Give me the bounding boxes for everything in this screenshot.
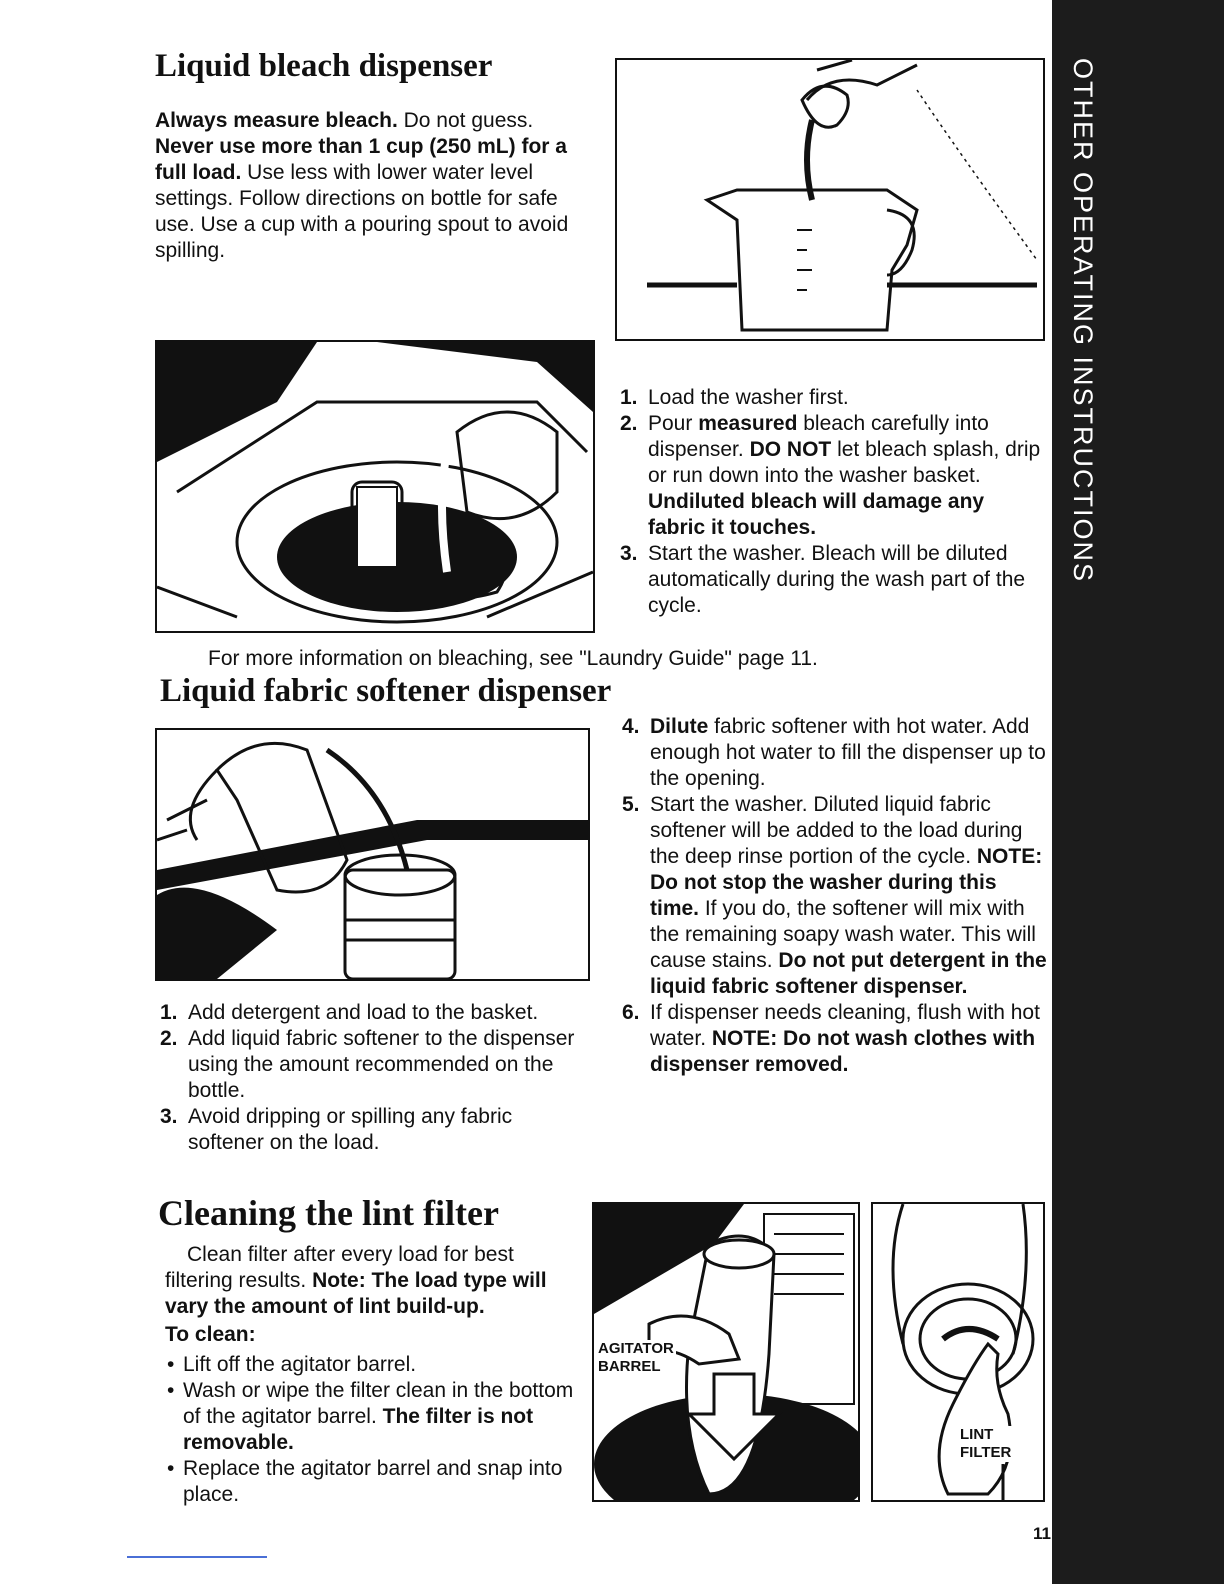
bleach-dispenser-illustration xyxy=(155,340,595,633)
measuring-cup-pour-illustration xyxy=(615,58,1045,341)
emphasis-text: DO NOT xyxy=(749,438,832,461)
bleach-intro xyxy=(155,108,575,264)
list-item: 5. Start the washer. Diluted liquid fabric softener will be added to the load during the deep rinse portion of the cycle. NOTE: Do not stop the washer during this time. If you do, the softener will mix with the remaining soapy wash water. This will cause stains. Do not put detergent in the liquid fabric softener dispenser. xyxy=(622,793,1047,998)
lint-bullets xyxy=(165,1352,585,1508)
emphasis-text: NOTE: Do not wash clothes with dispenser removed. xyxy=(650,1027,1036,1076)
body-text: Avoid dripping or spilling any fabric softener on the load. xyxy=(188,1105,513,1154)
body-text: If you do, the softener will mix with the remaining soapy wash water. This will cause stains. xyxy=(650,897,1036,972)
bleach-heading: Liquid bleach dispenser xyxy=(155,48,493,84)
softener-steps-right xyxy=(622,714,1047,1078)
agitator-barrel-illustration xyxy=(592,1202,860,1502)
body-text: fabric softener with hot water. Add enough hot water to fill the dispenser up to the opening. xyxy=(650,715,1046,790)
list-item: 4. Dilute fabric softener with hot water. Add enough hot water to fill the dispenser up to the opening. xyxy=(622,715,1046,790)
lint-filter-illustration xyxy=(871,1202,1045,1502)
emphasis-text: Note: The load type will vary the amount of lint build-up. xyxy=(165,1269,547,1318)
lint-filter-callout: LINT FILTER xyxy=(958,1426,1043,1462)
softener-heading: Liquid fabric softener dispenser xyxy=(160,673,612,709)
bleach-more-info: For more information on bleaching, see "Laundry Guide" page 11. xyxy=(208,647,818,670)
body-text: Clean filter after every load for best filtering results. xyxy=(165,1243,514,1292)
softener-steps-left xyxy=(160,1000,585,1156)
lint-intro xyxy=(165,1242,585,1320)
emphasis-text: Always measure bleach. xyxy=(155,109,398,132)
list-item: 2. Add liquid fabric softener to the dispenser using the amount recommended on the bottle. xyxy=(160,1027,575,1102)
softener-dispenser-illustration xyxy=(155,728,590,981)
emphasis-text: Never use more than 1 cup (250 mL) for a full load. xyxy=(155,135,567,184)
body-text: Start the washer. Diluted liquid fabric softener will be added to the load during the deep rinse portion of the cycle. xyxy=(650,793,1023,868)
list-item: 1. Add detergent and load to the basket. xyxy=(160,1001,539,1024)
list-item: 6. If dispenser needs cleaning, flush with hot water. NOTE: Do not wash clothes with dispenser removed. xyxy=(622,1001,1040,1076)
body-text: Add detergent and load to the basket. xyxy=(188,1001,539,1024)
emphasis-text: NOTE: Do not stop the washer during this time. xyxy=(650,845,1043,920)
body-text: Use less with lower water level settings. Follow directions on bottle for safe use. Use a cup with a pouring spout to avoid spilling. xyxy=(155,161,569,262)
body-text: bleach carefully into dispenser. xyxy=(648,412,989,461)
list-item: 3. Avoid dripping or spilling any fabric softener on the load. xyxy=(160,1105,513,1154)
emphasis-text: The filter is not removable. xyxy=(183,1405,534,1454)
list-item xyxy=(165,1456,585,1508)
body-text: Wash or wipe the filter clean in the bottom of the agitator barrel. xyxy=(183,1379,574,1428)
body-text: Lift off the agitator barrel. xyxy=(183,1353,417,1376)
list-item: 2. Pour measured bleach carefully into dispenser. DO NOT let bleach splash, drip or run down into the washer basket. Undiluted bleach will damage any fabric it touches. xyxy=(620,412,1041,539)
list-item xyxy=(165,1378,585,1456)
body-text: If dispenser needs cleaning, flush with hot water. xyxy=(650,1001,1040,1050)
section-sidebar-label: OTHER OPERATING INSTRUCTIONS xyxy=(1068,58,1098,584)
body-text: Add liquid fabric softener to the dispenser using the amount recommended on the bottle. xyxy=(188,1027,575,1102)
body-text: Do not guess. xyxy=(397,109,534,132)
lint-heading: Cleaning the lint filter xyxy=(158,1193,499,1233)
body-text: Start the washer. Bleach will be diluted automatically during the wash part of the cycle. xyxy=(648,542,1026,617)
page-number: 11 xyxy=(1033,1524,1051,1543)
list-item xyxy=(165,1352,585,1378)
list-item: 3. Start the washer. Bleach will be diluted automatically during the wash part of the cycle. xyxy=(620,542,1026,617)
bleach-steps xyxy=(620,385,1045,619)
emphasis-text: Undiluted bleach will damage any fabric it touches. xyxy=(648,490,985,539)
agitator-callout: AGITATOR BARREL xyxy=(598,1340,674,1375)
body-text: let bleach splash, drip or run down into the washer basket. xyxy=(648,438,1041,487)
footer-rule xyxy=(127,1556,267,1558)
list-item: 1. Load the washer first. xyxy=(620,386,849,409)
body-text: Pour xyxy=(648,412,699,435)
emphasis-text: Dilute xyxy=(650,715,709,738)
to-clean-label: To clean: xyxy=(165,1323,256,1346)
body-text: Replace the agitator barrel and snap into place. xyxy=(183,1457,563,1506)
emphasis-text: measured xyxy=(698,412,798,435)
emphasis-text: Do not put detergent in the liquid fabric softener dispenser. xyxy=(650,949,1047,998)
body-text: Load the washer first. xyxy=(648,386,849,409)
